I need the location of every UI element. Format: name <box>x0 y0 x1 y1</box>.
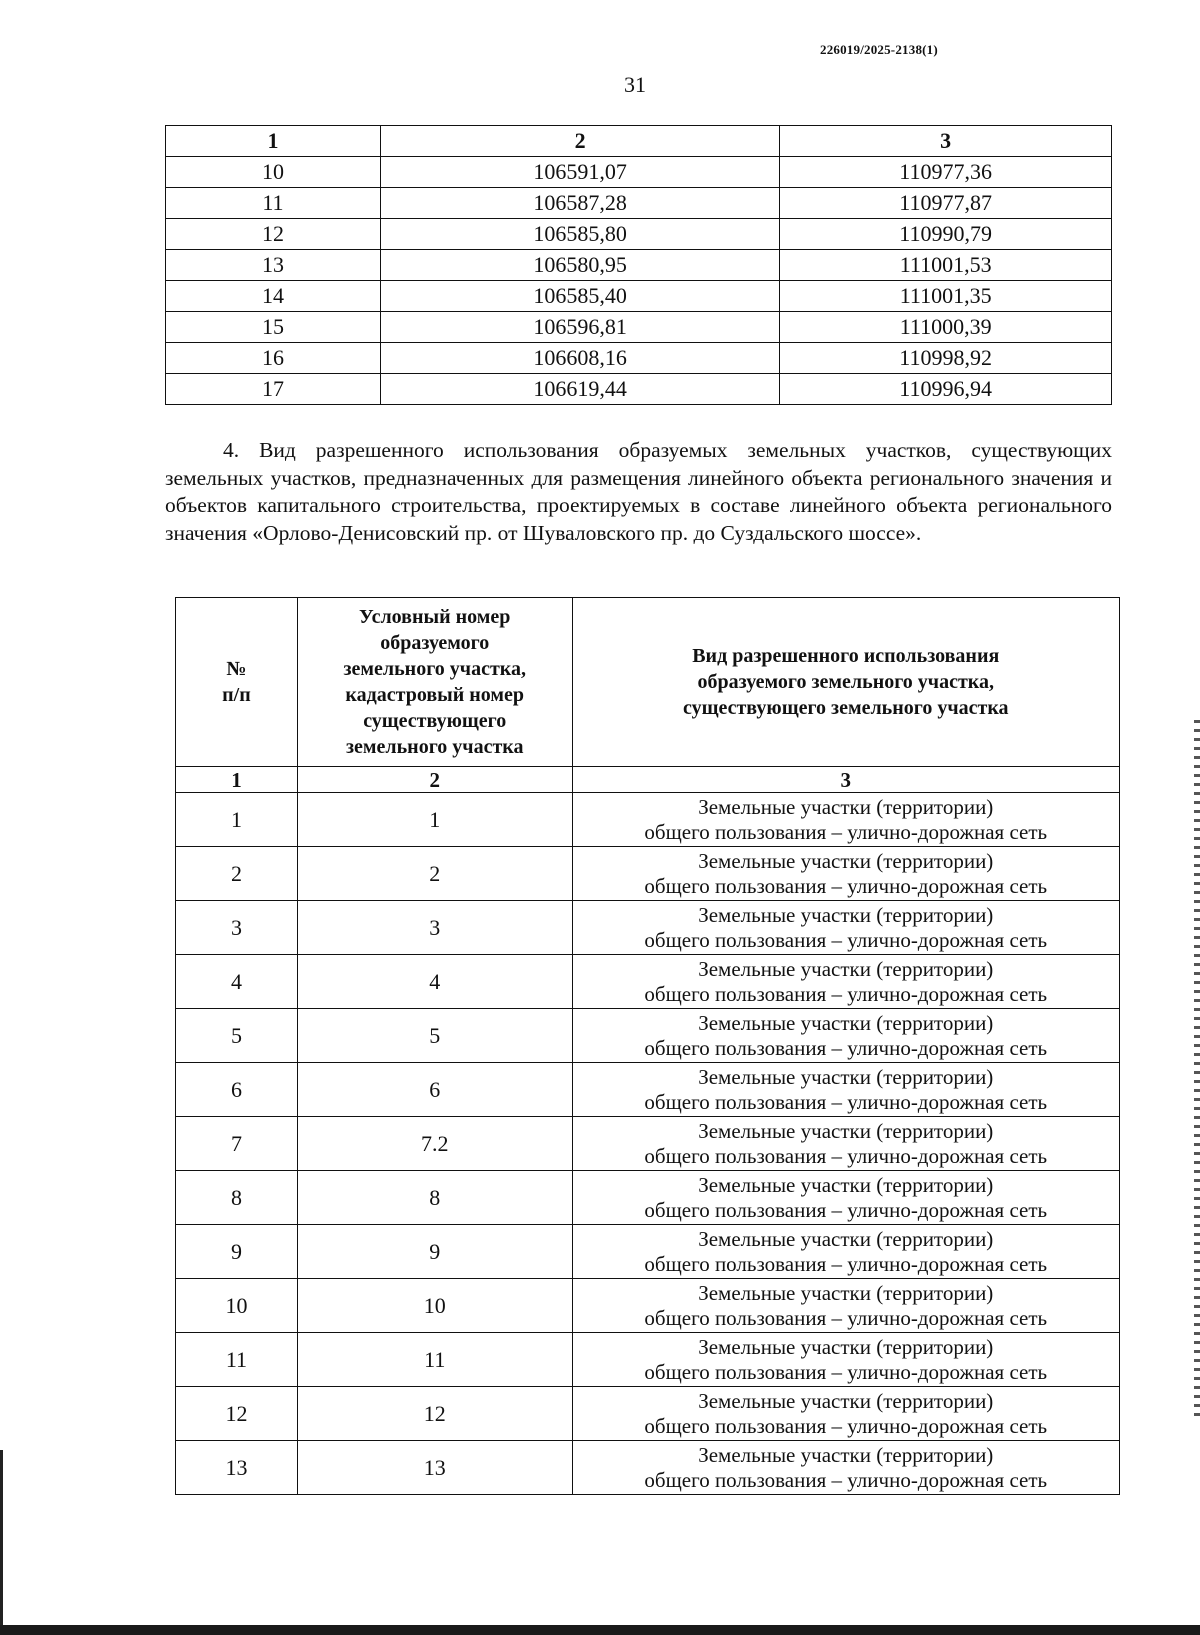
permitted-use <box>572 847 1119 901</box>
permitted-use <box>572 1441 1119 1495</box>
item-number: 2 <box>176 847 298 901</box>
permitted-use-line-2: общего пользования – улично-дорожная сеть <box>644 1251 1048 1276</box>
header-text: № п/п <box>222 658 251 706</box>
column-number-2: 2 <box>297 767 572 793</box>
point-number: 12 <box>166 219 381 250</box>
coordinate-x: 106596,81 <box>380 312 779 343</box>
table-row <box>166 157 1112 188</box>
table-row <box>176 1009 1120 1063</box>
plot-number: 13 <box>297 1441 572 1495</box>
permitted-use-line-1: Земельные участки (территории) <box>698 1172 994 1197</box>
column-header-3: 3 <box>780 126 1112 157</box>
permitted-use <box>572 1009 1119 1063</box>
plot-number: 5 <box>297 1009 572 1063</box>
permitted-use-line-1: Земельные участки (территории) <box>698 956 994 981</box>
permitted-use-line-1: Земельные участки (территории) <box>698 1010 994 1035</box>
coordinate-y: 110990,79 <box>780 219 1112 250</box>
permitted-use-line-2: общего пользования – улично-дорожная сеть <box>644 1089 1048 1114</box>
item-number: 4 <box>176 955 298 1009</box>
header-text: Вид разрешенного использования образуемого земельного участка, существующего земельного участка <box>682 645 1009 719</box>
permitted-use-line-2: общего пользования – улично-дорожная сеть <box>644 981 1048 1006</box>
table-row <box>166 219 1112 250</box>
page-number: 31 <box>624 72 646 97</box>
scan-edge-left <box>0 1450 3 1635</box>
plot-number: 11 <box>297 1333 572 1387</box>
coordinates-table-body <box>166 157 1112 405</box>
table-row <box>176 1387 1120 1441</box>
permitted-use <box>572 1171 1119 1225</box>
permitted-use <box>572 1063 1119 1117</box>
table-row <box>176 1441 1120 1495</box>
plot-number: 9 <box>297 1225 572 1279</box>
permitted-use-line-2: общего пользования – улично-дорожная сеть <box>644 1305 1048 1330</box>
point-number: 13 <box>166 250 381 281</box>
plot-number: 3 <box>297 901 572 955</box>
coordinates-table-header <box>166 126 1112 157</box>
coordinate-x: 106591,07 <box>380 157 779 188</box>
permitted-use-line-1: Земельные участки (территории) <box>698 1064 994 1089</box>
permitted-use <box>572 793 1119 847</box>
plot-number: 1 <box>297 793 572 847</box>
column-number-3: 3 <box>572 767 1119 793</box>
permitted-use-line-2: общего пользования – улично-дорожная сеть <box>644 1197 1048 1222</box>
permitted-use-line-1: Земельные участки (территории) <box>698 1442 994 1467</box>
permitted-use <box>572 1117 1119 1171</box>
permitted-use-line-2: общего пользования – улично-дорожная сеть <box>644 1143 1048 1168</box>
coordinate-x: 106608,16 <box>380 343 779 374</box>
coordinate-x: 106585,40 <box>380 281 779 312</box>
permitted-use-line-1: Земельные участки (территории) <box>698 902 994 927</box>
scan-edge-bottom <box>0 1625 1200 1635</box>
permitted-use-line-2: общего пользования – улично-дорожная сеть <box>644 1359 1048 1384</box>
permitted-use <box>572 1279 1119 1333</box>
coordinate-x: 106585,80 <box>380 219 779 250</box>
item-number: 12 <box>176 1387 298 1441</box>
coordinate-y: 111001,53 <box>780 250 1112 281</box>
point-number: 11 <box>166 188 381 219</box>
header-item-number <box>176 598 298 767</box>
permitted-use-line-1: Земельные участки (территории) <box>698 1334 994 1359</box>
table-row <box>176 1117 1120 1171</box>
plot-number: 7.2 <box>297 1117 572 1171</box>
table-row <box>166 374 1112 405</box>
coordinate-x: 106580,95 <box>380 250 779 281</box>
column-header-2: 2 <box>380 126 779 157</box>
table-row <box>176 901 1120 955</box>
table-row <box>176 1279 1120 1333</box>
permitted-use-line-1: Земельные участки (территории) <box>698 1118 994 1143</box>
coordinate-y: 110998,92 <box>780 343 1112 374</box>
table-row <box>166 343 1112 374</box>
table-row <box>176 1225 1120 1279</box>
coordinates-table <box>165 125 1112 405</box>
permitted-use-line-2: общего пользования – улично-дорожная сеть <box>644 819 1048 844</box>
table-row <box>176 1171 1120 1225</box>
permitted-use-line-1: Земельные участки (территории) <box>698 1388 994 1413</box>
permitted-use-line-2: общего пользования – улично-дорожная сеть <box>644 1413 1048 1438</box>
permitted-use-line-1: Земельные участки (территории) <box>698 794 994 819</box>
item-number: 1 <box>176 793 298 847</box>
permitted-use-line-2: общего пользования – улично-дорожная сеть <box>644 1035 1048 1060</box>
permitted-use-line-1: Земельные участки (территории) <box>698 1226 994 1251</box>
section-4-paragraph: 4. Вид разрешенного использования образуемых земельных участков, существующих земельных участков, предназначенных для размещения линейного объекта регионального значения и объектов капитального строительства, проектируемых в составе линейного объекта регионального значения «Орлово-Денисовский пр. от Шуваловского пр. до Суздальского шоссе». <box>165 438 1112 545</box>
point-number: 15 <box>166 312 381 343</box>
plot-number: 10 <box>297 1279 572 1333</box>
column-header-1: 1 <box>166 126 381 157</box>
table-row <box>176 847 1120 901</box>
plot-number: 12 <box>297 1387 572 1441</box>
item-number: 10 <box>176 1279 298 1333</box>
coordinate-y: 110977,36 <box>780 157 1112 188</box>
permitted-use <box>572 1333 1119 1387</box>
coordinate-x: 106619,44 <box>380 374 779 405</box>
table-row <box>176 1063 1120 1117</box>
item-number: 5 <box>176 1009 298 1063</box>
permitted-use-table-header <box>176 598 1120 767</box>
permitted-use <box>572 1387 1119 1441</box>
table-row <box>176 793 1120 847</box>
coordinate-y: 111000,39 <box>780 312 1112 343</box>
table-row <box>176 1333 1120 1387</box>
item-number: 9 <box>176 1225 298 1279</box>
plot-number: 8 <box>297 1171 572 1225</box>
table-row <box>176 955 1120 1009</box>
point-number: 16 <box>166 343 381 374</box>
header-plot-number <box>297 598 572 767</box>
item-number: 13 <box>176 1441 298 1495</box>
plot-number: 4 <box>297 955 572 1009</box>
plot-number: 2 <box>297 847 572 901</box>
permitted-use-table-body <box>176 793 1120 1495</box>
permitted-use <box>572 1225 1119 1279</box>
item-number: 3 <box>176 901 298 955</box>
item-number: 7 <box>176 1117 298 1171</box>
header-text: Условный номер образуемого земельного участка, кадастровый номер существующего земельного участка <box>343 606 526 758</box>
item-number: 11 <box>176 1333 298 1387</box>
permitted-use <box>572 901 1119 955</box>
coordinate-y: 110996,94 <box>780 374 1112 405</box>
permitted-use <box>572 955 1119 1009</box>
point-number: 10 <box>166 157 381 188</box>
permitted-use-table <box>175 597 1120 1495</box>
coordinate-y: 110977,87 <box>780 188 1112 219</box>
document-registration-number: 226019/2025-2138(1) <box>820 42 938 57</box>
coordinate-y: 111001,35 <box>780 281 1112 312</box>
column-numbers-row <box>176 767 1120 793</box>
permitted-use-line-2: общего пользования – улично-дорожная сеть <box>644 927 1048 952</box>
table-row <box>166 188 1112 219</box>
item-number: 8 <box>176 1171 298 1225</box>
table-row <box>166 281 1112 312</box>
permitted-use-line-2: общего пользования – улично-дорожная сеть <box>644 873 1048 898</box>
header-permitted-use <box>572 598 1119 767</box>
column-number-1: 1 <box>176 767 298 793</box>
permitted-use-line-1: Земельные участки (территории) <box>698 848 994 873</box>
table-row <box>166 312 1112 343</box>
permitted-use-line-2: общего пользования – улично-дорожная сеть <box>644 1467 1048 1492</box>
coordinate-x: 106587,28 <box>380 188 779 219</box>
point-number: 17 <box>166 374 381 405</box>
permitted-use-line-1: Земельные участки (территории) <box>698 1280 994 1305</box>
item-number: 6 <box>176 1063 298 1117</box>
scan-side-marks <box>1194 720 1200 1420</box>
table-row <box>166 250 1112 281</box>
plot-number: 6 <box>297 1063 572 1117</box>
point-number: 14 <box>166 281 381 312</box>
